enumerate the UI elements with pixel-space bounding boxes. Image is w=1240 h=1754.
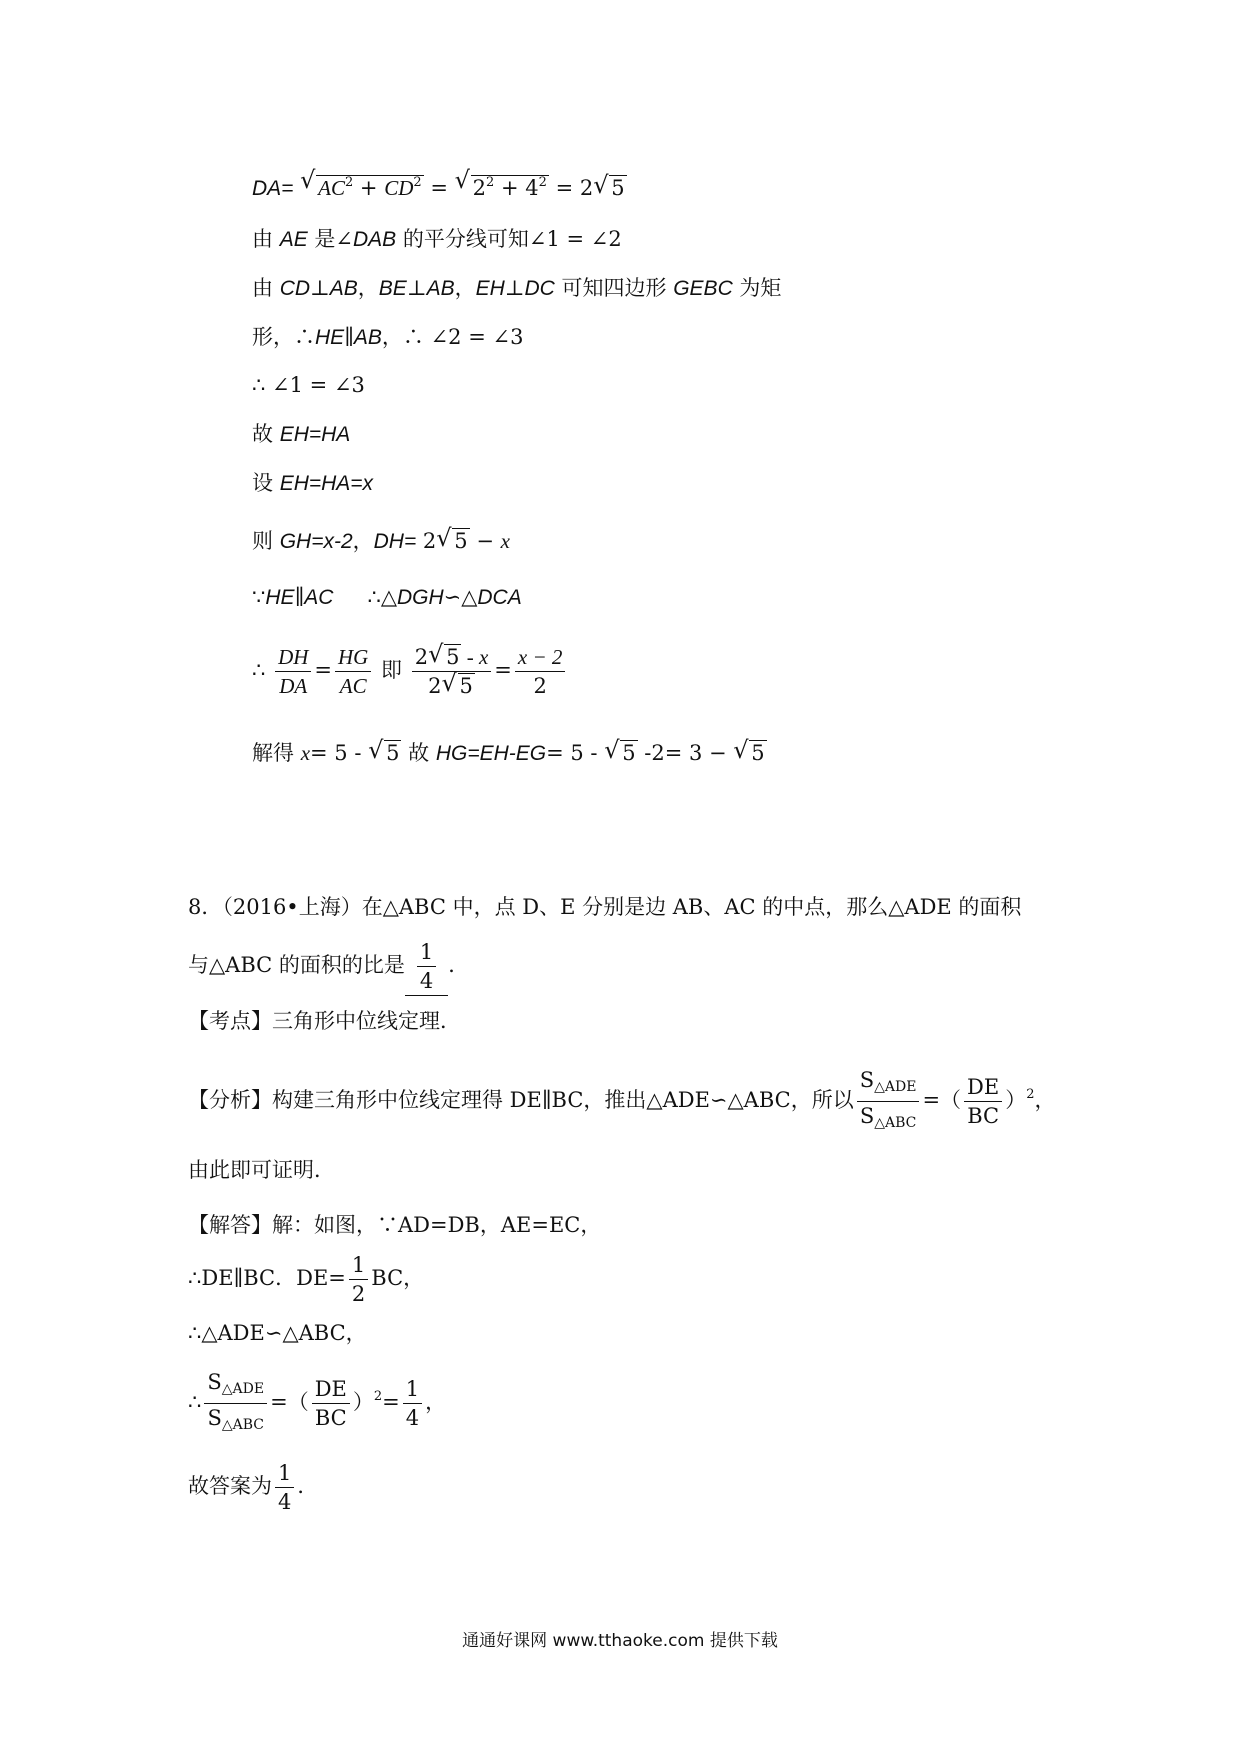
- area-ratio-fraction: $\frac{S_{\triangle ADE}}{S_{\triangle ABC}}$: [857, 1067, 920, 1136]
- page-footer: 通通好课网 www.tthaoke.com 提供下载: [462, 1631, 778, 1651]
- side-ratio-fraction: $\frac{DE}{BC}$: [312, 1376, 350, 1431]
- final-answer: 故答案为 $\frac{1}{4}$ ．: [188, 1461, 319, 1514]
- fraction: $\frac{HG}{AC}$: [335, 644, 371, 699]
- answer-blank: $\frac{1}{4}$: [405, 935, 448, 996]
- solution-line-let-x: 设 EH=HA=x: [252, 471, 374, 495]
- jieda: 【解答】解：如图，∵AD=DB，AE=EC，: [188, 1213, 602, 1237]
- fenxi: 【分析】构建三角形中位线定理得 DE∥BC，推出△ADE∽△ABC，所以 $\frac{S_{\triangle ADE}}{S_{\triangle ABC}}$ =（ $\frac{DE}{BC}$ ）$^2$，: [188, 1060, 1056, 1136]
- fraction: $\frac{2√ 5 - x}{2√ 5}$: [412, 644, 492, 699]
- solution-line-bisector: 由 AE 是∠DAB 的平分线可知∠1 = ∠2: [252, 227, 622, 251]
- solution-step-3: ∴ $\frac{S_{\triangle ADE}}{S_{\triangle ABC}}$ =（ $\frac{DE}{BC}$ ）$^2$= $\frac{1}{4}$ ，: [188, 1362, 446, 1438]
- side-ratio-fraction: $\frac{DE}{BC}$: [964, 1074, 1002, 1129]
- solution-line-angles: ∴ ∠1 = ∠3: [252, 373, 365, 397]
- fraction: $\frac{x - 2}{2}$: [515, 644, 566, 699]
- sqrt-symbol: √ $AC^2 + CD^2$: [300, 168, 424, 203]
- solution-line-result: 解得 x= 5 - √ 5 故 HG=EH-EG= 5 - √ 5 -2= 3 − √ 5: [252, 738, 767, 769]
- solution-step-2: ∴△ADE∽△ABC，: [188, 1321, 367, 1345]
- solution-line-da: DA= √ $AC^2 + CD^2$ = √ $2^2 + 4^2 = 2√$ 5: [252, 168, 627, 204]
- sqrt-symbol: √ $2^2 + 4^2$: [455, 168, 549, 203]
- fraction: $\frac{1}{2}$: [349, 1252, 368, 1307]
- sqrt-symbol: √ 5: [593, 173, 626, 203]
- fraction: $\frac{DH}{DA}$: [275, 644, 311, 699]
- problem-8-question-line1: 8．（2016•上海）在△ABC 中，点 D、E 分别是边 AB、AC 的中点，那么△ADE 的面积: [188, 895, 1022, 919]
- solution-line-gh-dh: 则 GH=x-2，DH= 2√ 5 − x: [252, 526, 510, 557]
- fraction: $\frac{1}{4}$: [275, 1460, 294, 1515]
- area-ratio-fraction: $\frac{S_{\triangle ADE}}{S_{\triangle ABC}}$: [204, 1369, 267, 1438]
- solution-line-parallel: 形，∴HE∥AB，∴ ∠2 = ∠3: [252, 325, 524, 349]
- fenxi-line2: 由此即可证明．: [188, 1158, 335, 1182]
- sqrt-symbol: √ 5: [436, 526, 469, 556]
- solution-line-rectangle: 由 CD⊥AB，BE⊥AB，EH⊥DC 可知四边形 GEBC 为矩: [252, 276, 782, 300]
- solution-line-eh-ha: 故 EH=HA: [252, 422, 351, 446]
- solution-line-proportion: ∴ $\frac{DH}{DA}$ = $\frac{HG}{AC}$ 即 $\frac{2√ 5 - x}{2√ 5}$ = $\frac{x - 2}{2}$: [252, 640, 568, 700]
- solution-line-similar: ∵HE∥AC ∴△DGH∽△DCA: [252, 585, 522, 609]
- fraction: $\frac{1}{4}$: [403, 1376, 422, 1431]
- kaodian: 【考点】三角形中位线定理．: [188, 1009, 461, 1033]
- solution-step-1: ∴DE∥BC．DE= $\frac{1}{2}$ BC，: [188, 1253, 425, 1306]
- problem-8-question-line2: 与△ABC 的面积的比是 $\frac{1}{4}$ ．: [188, 935, 469, 996]
